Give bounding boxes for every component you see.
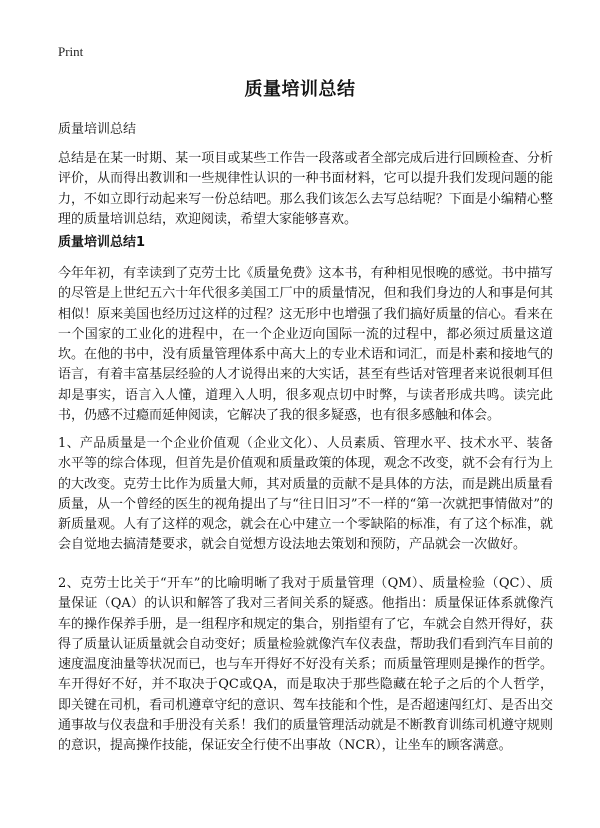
intro-paragraph: 总结是在某一时期、某一项目或某些工作告一段落或者全部完成后进行回顾检查、分析评价，从而得出教训和一些规律性认识的一种书面材料，它可以提升我们发现问题的能力，不如立即行动起来写一份总结吧。那么我们该怎么去写总结呢？下面是小编精心整理的质量培训总结，欢迎阅读，希望大家能够喜欢。 [58,151,553,227]
body-paragraph: 今年年初，有幸读到了克劳士比《质量免费》这本书，有种相见恨晚的感觉。书中描写的尽管是上世纪五六十年代很多美国工厂中的质量情况，但和我们身边的人和事是何其相似！原来美国也经历过这样的过程？这无形中也增强了我们搞好质量的信心。看来在一个国家的工业化的进程中，在一个企业迈向国际一流的过程中，都必须过质量这道坎。在他的书中，没有质量管理体系中高大上的专业术语和词汇，而是朴素和接地气的语言，有着丰富基层经验的人才说得出来的大实话，甚至有些话对管理者来说很刺耳但却是事实，语言入人懂，道理入人明，很多观点切中时弊，与读者形成共鸣。读完此书，仍感不过瘾而延伸阅读，它解决了我的很多疑惑，也有很多感触和体会。 [58,266,553,424]
body-paragraph: 1、产品质量是一个企业价值观（企业文化）、人员素质、管理水平、技术水平、装备水平等的综合体现，但首先是价值观和质量政策的体现，观念不改变，就不会有行为上的大改变。克劳士比作为质量大师，其对质量的贡献不是具体的方法，而是跳出质量看质量，从一个曾经的医生的视角提出了与“往日旧习”不一样的“第一次就把事情做对”的新质量观。人有了这样的观念，就会在心中建立一个零缺陷的标准，有了这个标准，就会自觉地去搞清楚要求，就会自觉想方设法地去策划和预防，产品就会一次做好。 [58,436,553,553]
document-subtitle: 质量培训总结 [58,122,137,137]
body-paragraph: 2、克劳士比关于“开车”的比喻明晰了我对于质量管理（QM）、质量检验（QC）、质量保证（QA）的认识和解答了我对三者间关系的疑惑。他指出：质量保证体系就像汽车的操作保养手册，是一组程序和规定的集合，别指望有了它，车就会自然开得好，获得了质量认证质量就会自动变好；质量检验就像汽车仪表盘，帮助我们看到汽车目前的速度温度油量等状况而已，也与车开得好不好没有关系；而质量管理则是操作的哲学。车开得好不好，并不取决于QC或QA，而是取决于那些隐藏在轮子之后的个人哲学，即关键在司机，看司机遵章守纪的意识、驾车技能和个性，是否超速闯红灯、是否出交通事故与仪表盘和手册没有关系！我们的质量管理活动就是不断教育训练司机遵守规则的意识，提高操作技能，保证安全行使不出事故（NCR），让坐车的顾客满意。 [58,576,553,754]
section-heading: 质量培训总结1 [58,235,146,250]
print-label[interactable]: Print [58,44,84,59]
document-title: 质量培训总结 [244,79,356,100]
